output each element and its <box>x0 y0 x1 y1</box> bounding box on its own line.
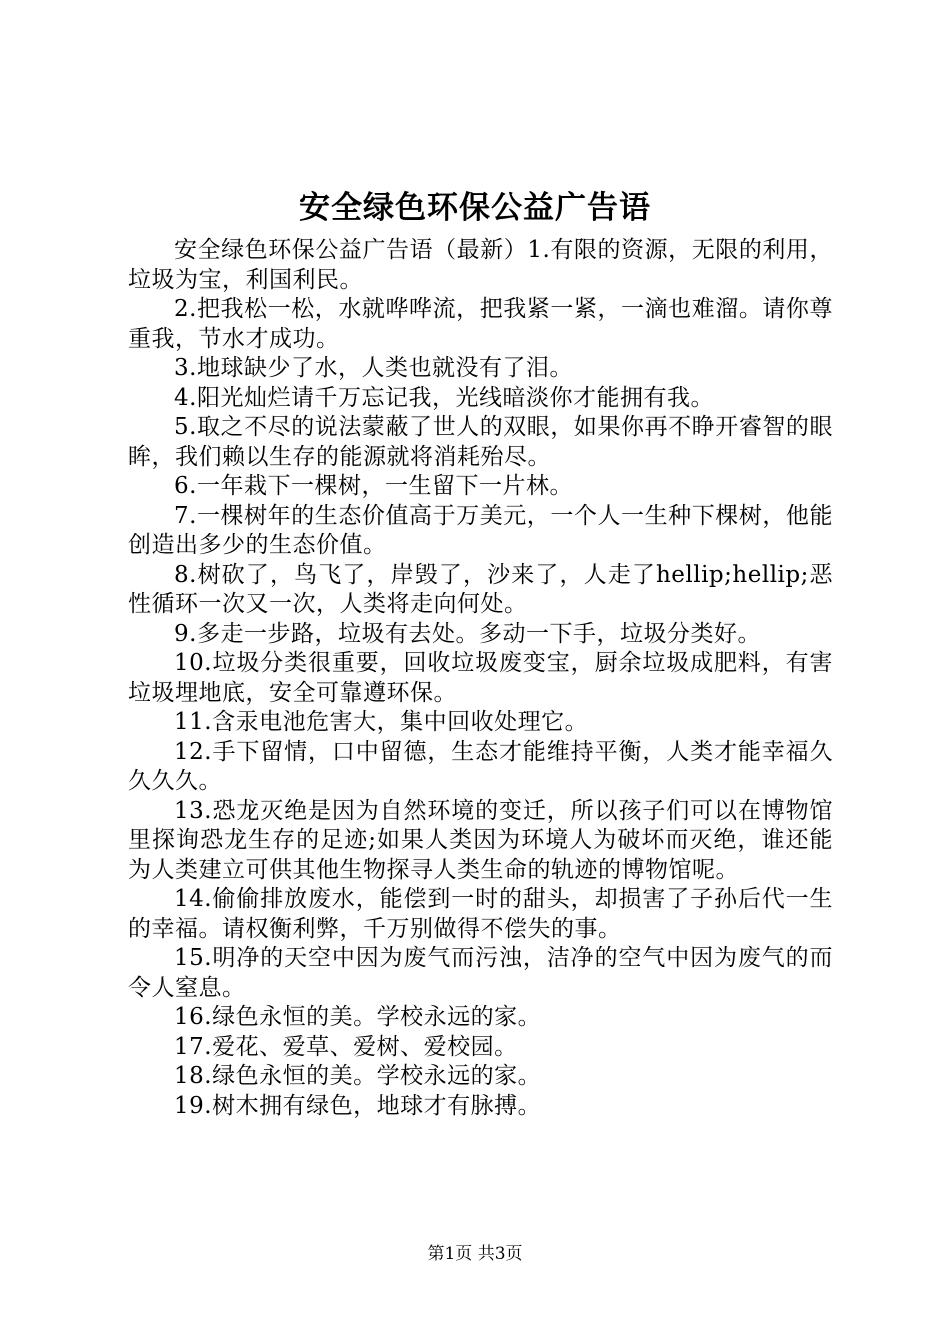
paragraph: 9.多走一步路，垃圾有去处。多动一下手，垃圾分类好。 <box>174 620 761 647</box>
paragraph: 7.一棵树年的生态价值高于万美元，一个人一生种下棵树，他能创造出多少的生态价值。 <box>128 502 833 558</box>
paragraph: 17.爱花、爱草、爱树、爱校园。 <box>174 1033 518 1060</box>
paragraph: 4.阳光灿烂请千万忘记我，光线暗淡你才能拥有我。 <box>174 384 714 411</box>
paragraph: 10.垃圾分类很重要，回收垃圾废变宝，厨余垃圾成肥料，有害垃圾埋地底，安全可靠遵环保。 <box>128 650 833 706</box>
paragraph: 13.恐龙灭绝是因为自然环境的变迁，所以孩子们可以在博物馆里探询恐龙生存的足迹;如果人类因为环境人为破坏而灭绝，谁还能为人类建立可供其他生物探寻人类生命的轨迹的博物馆呢。 <box>128 797 833 883</box>
paragraph: 5.取之不尽的说法蒙蔽了世人的双眼，如果你再不睁开睿智的眼眸，我们赖以生存的能源就将消耗殆尽。 <box>128 414 833 470</box>
paragraph: 安全绿色环保公益广告语（最新）1.有限的资源，无限的利用，垃圾为宝，利国利民。 <box>128 237 833 293</box>
page-footer: 第1页 共3页 <box>427 1244 523 1264</box>
paragraph: 2.把我松一松，水就哗哗流，把我紧一紧，一滴也难溜。请你尊重我，节水才成功。 <box>128 296 833 352</box>
paragraph: 11.含汞电池危害大，集中回收处理它。 <box>174 709 589 735</box>
paragraph: 15.明净的天空中因为废气而污浊，洁净的空气中因为废气的而令人窒息。 <box>128 945 833 1001</box>
paragraph: 6.一年栽下一棵树，一生留下一片林。 <box>174 473 573 499</box>
paragraph: 16.绿色永恒的美。学校永远的家。 <box>174 1004 542 1030</box>
paragraph: 8.树砍了，鸟飞了，岸毁了，沙来了，人走了hellip;hellip;恶性循环一次又一次，人类将走向何处。 <box>128 561 833 617</box>
document-title: 安全绿色环保公益广告语 <box>299 190 651 226</box>
paragraph: 14.偷偷排放废水，能偿到一时的甜头，却损害了子孙后代一生的幸福。请权衡利弊，千万别做得不偿失的事。 <box>128 886 833 942</box>
paragraph: 18.绿色永恒的美。学校永远的家。 <box>174 1063 542 1089</box>
paragraph: 3.地球缺少了水，人类也就没有了泪。 <box>174 355 573 381</box>
document-body <box>128 236 833 1121</box>
paragraph: 19.树木拥有绿色，地球才有脉搏。 <box>174 1092 542 1119</box>
paragraph: 12.手下留情，口中留德，生态才能维持平衡，人类才能幸福久久久久。 <box>128 738 833 794</box>
